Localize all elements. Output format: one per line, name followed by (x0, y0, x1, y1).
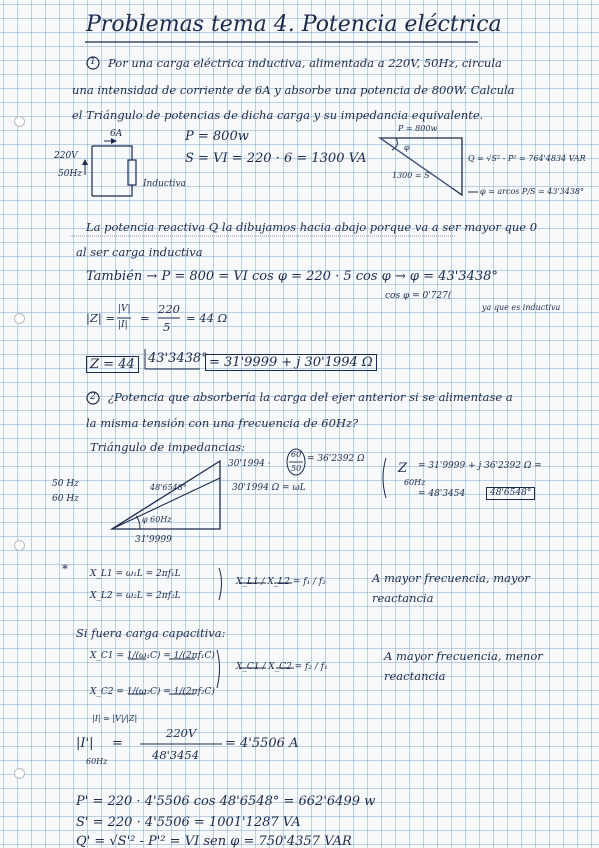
given-p: P = 800w (185, 129, 249, 144)
final-s: S' = 220 · 4'5506 = 1001'1287 VA (76, 815, 301, 830)
tri-hyp-label: 48'6548° (150, 483, 187, 492)
current-60-den: 48'3454 (152, 748, 200, 762)
xc2-equation: X_C2 = 1/(ω₂C) = 1/(2πf₂C) (90, 687, 215, 697)
current-60-lhs: |I'| (76, 736, 94, 751)
capacitive-note: A mayor frecuencia, menor reactancia (384, 649, 543, 683)
current-60-sub: 60Hz (86, 757, 108, 766)
impedance-mag-den2: 5 (163, 320, 171, 334)
problem-2-statement-line-1: ¿Potencia que absorbería la carga del ejer anterior si se alimentase a (108, 390, 513, 404)
xc1-equation: X_C1 = 1/(ω₁C) = 1/(2πf₁C) (90, 651, 215, 661)
tri-angle-label: φ 60Hz (142, 515, 172, 524)
current-60-num: 220V (166, 726, 197, 740)
circuit-voltage: 220V (54, 151, 78, 161)
tri-base-label: 31'9999 (135, 535, 172, 545)
triangle-angle: φ (404, 143, 410, 152)
alt-power-factor-line: También → P = 800 = VI cos φ = 220 · 5 cos φ → φ = 43'3438° (86, 269, 498, 284)
z60-sub: 60Hz (404, 478, 426, 487)
problem-1-number: 1 (90, 57, 96, 67)
current-60-result: = 4'5506 A (225, 736, 299, 751)
freq-60: 60 Hz (52, 494, 79, 504)
z60-mag: = 48'3454 (418, 489, 466, 499)
xl1-equation: X_L1 = ω₁L = 2πf₁L (90, 569, 181, 579)
svg-text:*: * (62, 562, 68, 576)
triangle-phi-label: φ = arcos P/S = 43'3438° (480, 187, 585, 196)
xl-ratio: X_L1 / X_L2 = f₁ / f₂ (236, 577, 326, 587)
z60-angle: 48'6548° (486, 487, 535, 500)
current-60-eq: = (112, 736, 123, 751)
cos-phi-value: cos φ = 0'727( (385, 291, 452, 301)
tri-side-label: 30'1994 Ω = ωL (232, 483, 306, 493)
impedance-angle: 43'3438° (148, 351, 208, 366)
problem-2-statement-line-2: la misma tensión con una frecuencia de 60Hz? (86, 416, 359, 430)
circuit-current: 6A (110, 129, 123, 139)
problem-2-number: 2 (90, 392, 96, 402)
tri-top-result: = 36'2392 Ω (307, 454, 365, 464)
tri-frac-num: 60 (291, 450, 302, 459)
xl2-equation: X_L2 = ω₂L = 2πf₂L (90, 591, 181, 601)
circuit-load-type: Inductiva (143, 179, 186, 189)
problem-1-statement-line-3: el Triángulo de potencias de dicha carga y su impedancia equivalente. (72, 108, 484, 122)
cos-phi-note: ya que es inductiva (482, 303, 561, 312)
triangle-q-label: Q = √S² - P² = 764'4834 VAR (468, 154, 586, 163)
impedance-mag-den1: |I| (118, 320, 128, 330)
impedance-triangle-heading: Triángulo de impedancias: (90, 440, 246, 454)
impedance-polar-lhs: Z = 44 (86, 356, 139, 373)
circuit-frequency: 50Hz (58, 169, 83, 179)
impedance-mag-lhs: |Z| = (86, 311, 116, 325)
freq-50: 50 Hz (52, 479, 79, 489)
tri-top-value: 30'1994 · (228, 459, 271, 469)
capacitive-heading: Si fuera carga capacitiva: (76, 626, 226, 640)
impedance-mag-num2: 220 (158, 302, 180, 316)
problem-1-statement-line-1: Por una carga eléctrica inductiva, alimentada a 220V, 50Hz, circula (108, 56, 502, 70)
z60-rect: = 31'9999 + j 36'2392 Ω = (418, 461, 542, 471)
inductive-note: A mayor frecuencia, mayor reactancia (372, 571, 530, 605)
final-p: P' = 220 · 4'5506 cos 48'6548° = 662'6499 w (76, 794, 376, 809)
problem-1-statement-line-2: una intensidad de corriente de 6A y absorbe una potencia de 800W. Calcula (72, 83, 515, 97)
note-line-2: al ser carga inductiva (76, 245, 203, 259)
current-formula-note: |I| = |V|/|Z| (92, 714, 138, 723)
triangle-s-label: 1300 = S (392, 171, 430, 180)
impedance-mag-eq: = (140, 311, 150, 325)
impedance-rectangular: = 31'9999 + j 30'1994 Ω (205, 354, 377, 371)
z60-lhs: Z (398, 461, 408, 476)
note-line-1: La potencia reactiva Q la dibujamos hacia abajo porque va a ser mayor que 0 (86, 220, 538, 234)
given-s: S = VI = 220 · 6 = 1300 VA (185, 151, 367, 166)
final-q: Q' = √S'² - P'² = VI sen φ = 750'4357 VAR (76, 834, 352, 848)
triangle-p-label: P = 800w (398, 124, 438, 133)
tri-frac-den: 50 (291, 464, 302, 473)
xc-ratio: X_C1 / X_C2 = f₂ / f₁ (236, 662, 328, 672)
page-title: Problemas tema 4. Potencia eléctrica (86, 12, 502, 37)
impedance-mag-num1: |V| (118, 304, 131, 314)
impedance-mag-result: = 44 Ω (186, 311, 228, 325)
